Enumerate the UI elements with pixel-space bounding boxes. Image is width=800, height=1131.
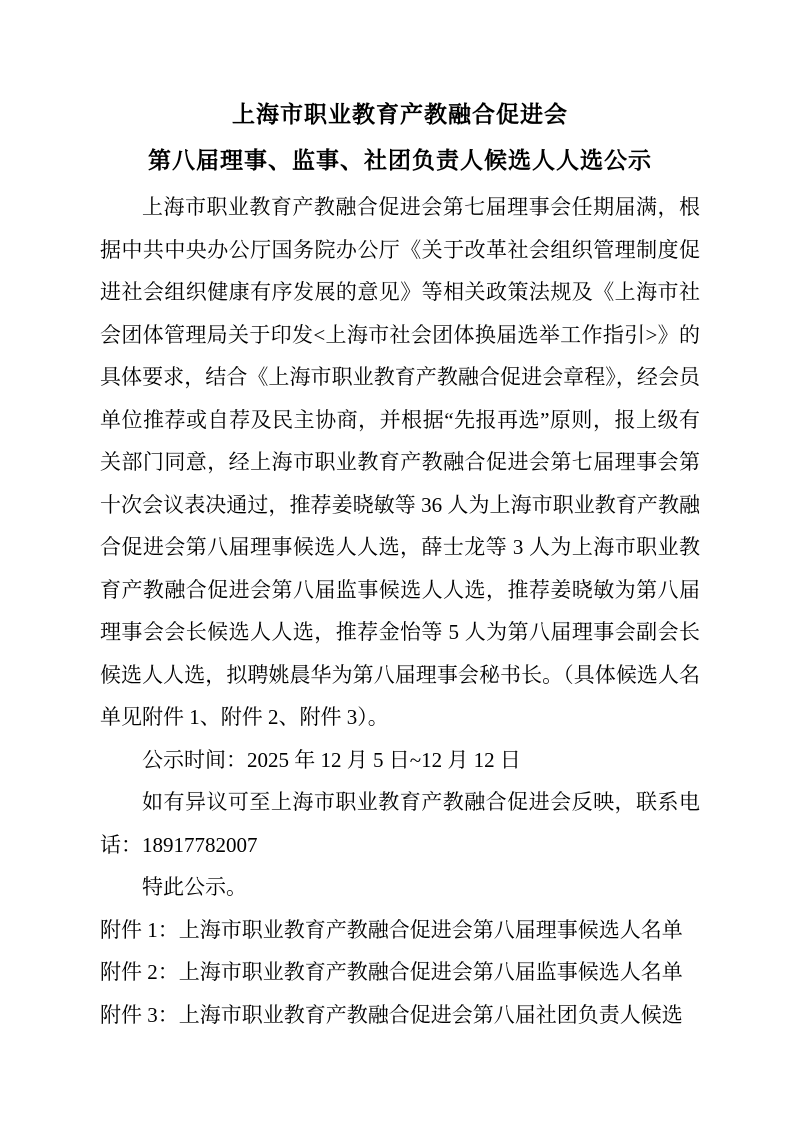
paragraph-closing-statement: 特此公示。 <box>142 875 247 899</box>
paragraph-contact-info: 如有异议可至上海市职业教育产教融合促进会反映，联系电话：18917782007 <box>100 790 700 857</box>
attachment-item-2: 附件 2：上海市职业教育产教融合促进会第八届监事候选人名单 <box>100 960 683 984</box>
document-title-line2: 第八届理事、监事、社团负责人候选人人选公示 <box>148 147 652 173</box>
attachment-item-1: 附件 1：上海市职业教育产教融合促进会第八届理事候选人名单 <box>100 917 683 942</box>
document-title-line1: 上海市职业教育产教融合促进会 <box>232 101 568 127</box>
paragraph-publicity-period: 公示时间：2025 年 12 月 5 日~12 月 12 日 <box>142 747 521 772</box>
document-body <box>100 186 700 1036</box>
attachment-item-3: 附件 3：上海市职业教育产教融合促进会第八届社团负责人候选 <box>100 1002 683 1027</box>
attachment-list <box>100 909 700 1037</box>
paragraph-main-resolution: 上海市职业教育产教融合促进会第七届理事会任期届满，根据中共中央办公厅国务院办公厅《关于改革社会组织管理制度促进社会组织健康有序发展的意见》等相关政策法规及《上海市社会团体管理局关于印发<上海市社会团体换届选举工作指引>》的具体要求，结合《上海市职业教育产教融合促进会章程》，经会员单位推荐或自荐及民主协商，并根据“先报再选”原则，报上级有关部门同意，经上海市职业教育产教融合促进会第七届理事会第十次会议表决通过，推荐姜晓敏等 36 人为上海市职业教育产教融合促进会第八届理事候选人人选，薛士龙等 3 人为上海市职业教育产教融合促进会第八届监事候选人人选，推荐姜晓敏为第八届理事会会长候选人人选，推荐金怡等 5 人为第八届理事会副会长候选人人选，拟聘姚晨华为第八届理事会秘书长。（具体候选人名单见附件 1、附件 2、附件 3）。 <box>100 195 700 729</box>
